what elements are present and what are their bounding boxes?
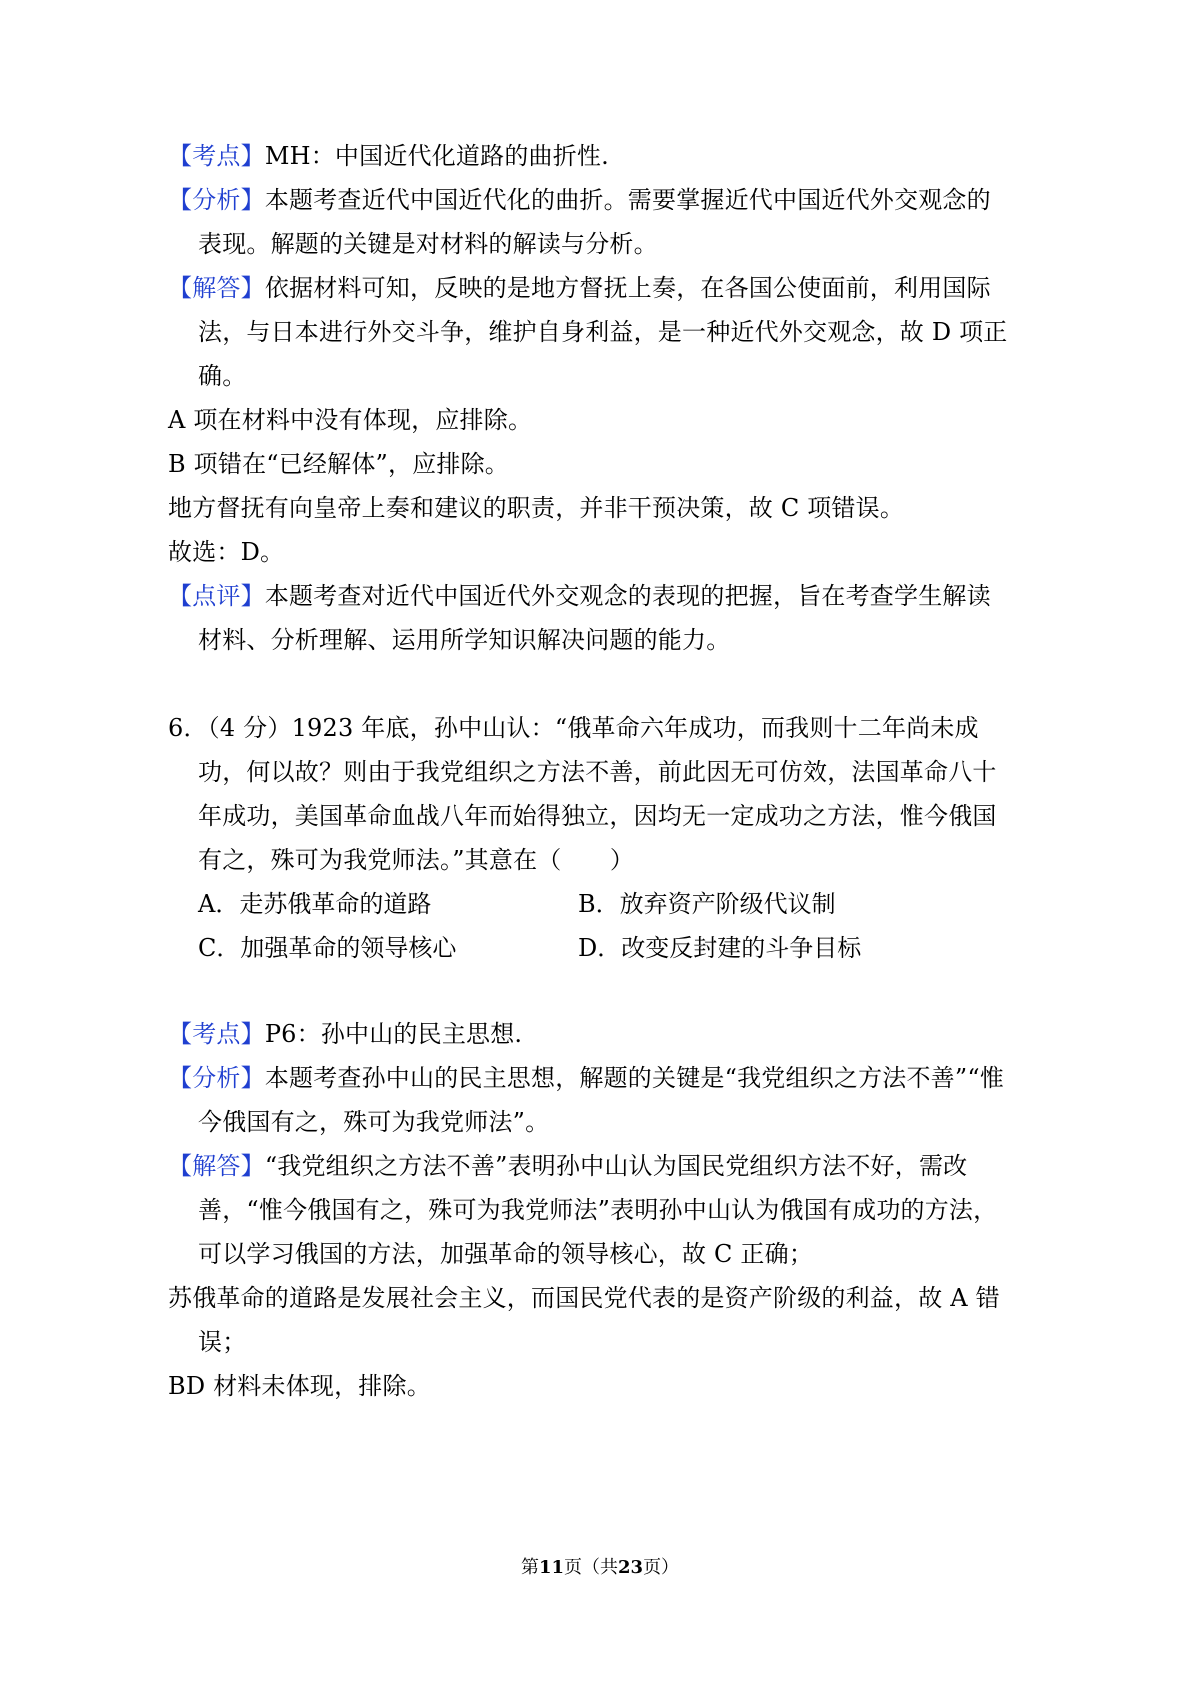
fenxi-line-1: 【分析】本题考查近代中国近代化的曲折。需要掌握近代中国近代外交观念的: [168, 186, 991, 214]
option-d: D．改变反封建的斗争目标: [578, 934, 862, 962]
current-page-number: 11: [538, 1557, 564, 1578]
option-b: B．放弃资产阶级代议制: [578, 890, 836, 918]
jieda-2-line-3: 可以学习俄国的方法，加强革命的领导核心，故 C 正确；: [198, 1240, 814, 1268]
dianping-line-2: 材料、分析理解、运用所学知识解决问题的能力。: [198, 626, 731, 654]
kaodian-text: MH：中国近代化道路的曲折性.: [264, 142, 609, 170]
jieda-line-3: 确。: [198, 362, 247, 390]
jieda-2-tag: 【解答】: [168, 1152, 265, 1180]
explanation-2-a-line-1: 苏俄革命的道路是发展社会主义，而国民党代表的是资产阶级的利益，故 A 错: [168, 1284, 1000, 1312]
explanation-2-bd: BD 材料未体现，排除。: [168, 1372, 431, 1400]
option-c: C．加强革命的领导核心: [198, 934, 457, 962]
question-6-line-2: 功，何以故？则由于我党组织之方法不善，前此因无可仿效，法国革命八十: [198, 758, 997, 786]
question-6-line-1: 6．（4 分）1923 年底，孙中山认：“俄革命六年成功，而我则十二年尚未成: [168, 714, 979, 742]
dianping-line-1: 【点评】本题考查对近代中国近代外交观念的表现的把握，旨在考查学生解读: [168, 582, 991, 610]
jieda-line-1: 【解答】依据材料可知，反映的是地方督抚上奏，在各国公使面前，利用国际: [168, 274, 991, 302]
kaodian-tag: 【考点】: [168, 142, 265, 170]
fenxi-2-line-1: 【分析】本题考查孙中山的民主思想，解题的关键是“我党组织之方法不善”“惟: [168, 1064, 1005, 1092]
jieda-line-2: 法，与日本进行外交斗争，维护自身利益，是一种近代外交观念，故 D 项正: [198, 318, 1008, 346]
fenxi-2-line-2: 今俄国有之，殊可为我党师法”。: [198, 1108, 550, 1136]
kaodian-line: [168, 141, 609, 171]
question-6-line-4: 有之，殊可为我党师法。”其意在（ ）: [198, 846, 635, 874]
explanation-b: B 项错在“已经解体”，应排除。: [168, 450, 510, 478]
fenxi-2-tag: 【分析】: [168, 1064, 265, 1092]
kaodian-2-line: 【考点】P6：孙中山的民主思想.: [168, 1020, 523, 1048]
jieda-2-line-1: 【解答】“我党组织之方法不善”表明孙中山认为国民党组织方法不好，需改: [168, 1152, 968, 1180]
explanation-a: A 项在材料中没有体现，应排除。: [168, 406, 533, 434]
fenxi-line-2: 表现。解题的关键是对材料的解读与分析。: [198, 230, 658, 258]
jieda-2-line-2: 善，“惟今俄国有之，殊可为我党师法”表明孙中山认为俄国有成功的方法，: [198, 1196, 998, 1224]
dianping-tag: 【点评】: [168, 582, 265, 610]
explanation-2-a-line-2: 误；: [198, 1328, 247, 1356]
question-6-line-3: 年成功，美国革命血战八年而始得独立，因均无一定成功之方法，惟今俄国: [198, 802, 997, 830]
option-a: A．走苏俄革命的道路: [198, 890, 432, 918]
kaodian-2-tag: 【考点】: [168, 1020, 265, 1048]
page-footer: 第11页（共23页）: [520, 1557, 680, 1578]
jieda-tag: 【解答】: [168, 274, 265, 302]
explanation-c: 地方督抚有向皇帝上奏和建议的职责，并非干预决策，故 C 项错误。: [168, 494, 905, 522]
total-pages-number: 23: [618, 1557, 644, 1578]
fenxi-tag: 【分析】: [168, 186, 265, 214]
answer-line: 故选：D。: [168, 538, 285, 566]
